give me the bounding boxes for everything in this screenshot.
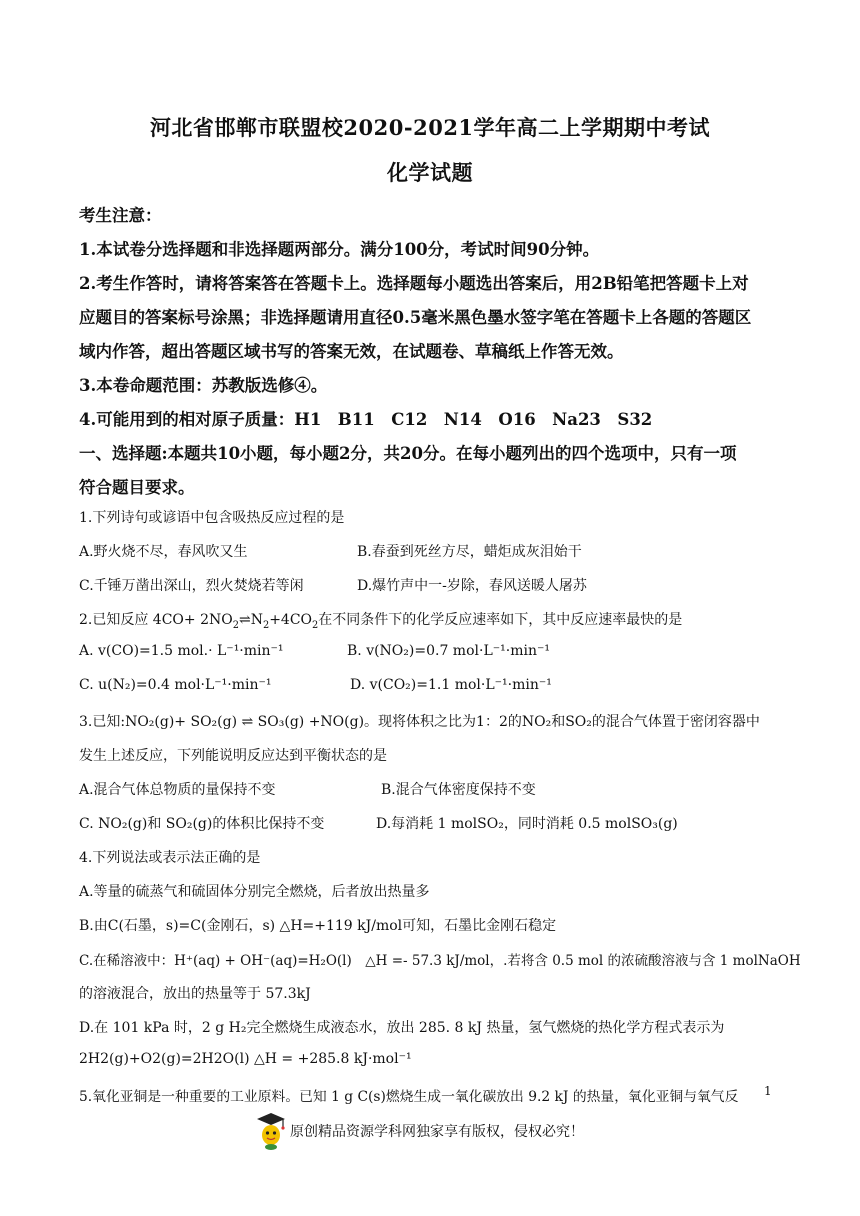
- question-1-stem: 1.下列诗句或谚语中包含吸热反应过程的是: [79, 510, 345, 526]
- question-1-option-a: A.野火烧不尽，春风吹又生: [79, 544, 248, 560]
- question-1-option-c: C.千锤万凿出深山，烈火焚烧若等闲: [79, 578, 304, 594]
- question-3-option-a: A.混合气体总物质的量保持不变: [79, 782, 276, 798]
- notice-item-2a: 2.考生作答时，请将答案答在答题卡上。选择题每小题选出答案后，用2B铅笔把答题卡上对: [79, 274, 749, 293]
- notice-item-3: 3.本卷命题范围：苏教版选修④。: [79, 376, 328, 395]
- question-2-option-b: B. v(NO₂)=0.7 mol·L⁻¹·min⁻¹: [347, 643, 550, 659]
- question-1-option-d: D.爆竹声中一-岁除，春风送暖人屠苏: [357, 578, 587, 594]
- question-2-option-d: D. v(CO₂)=1.1 mol·L⁻¹·min⁻¹: [350, 677, 552, 693]
- question-2-option-a: A. v(CO)=1.5 mol.· L⁻¹·min⁻¹: [79, 643, 284, 659]
- mascot-icon: [254, 1111, 288, 1151]
- section-heading-b: 符合题目要求。: [79, 478, 195, 497]
- copyright-footer: [254, 1111, 584, 1151]
- question-1-option-b: B.春蚕到死丝方尽，蜡炬成灰泪始干: [357, 544, 582, 560]
- equilibrium-arrow-icon: ⇌: [238, 612, 251, 628]
- page-subtitle: 化学试题: [387, 160, 473, 185]
- question-4-option-d-line2: 2H2(g)+O2(g)=2H2O(l) △H = +285.8 kJ·mol⁻¹: [79, 1051, 412, 1067]
- question-3-option-b: B.混合气体密度保持不变: [381, 782, 536, 798]
- notice-item-2b: 应题目的答案标号涂黑；非选择题请用直径0.5毫米黑色墨水签字笔在答题卡上各题的答题区: [79, 308, 752, 327]
- notice-item-2c: 域内作答，超出答题区域书写的答案无效，在试题卷、草稿纸上作答无效。: [79, 342, 624, 361]
- question-4-option-a: A.等量的硫蒸气和硫固体分别完全燃烧，后者放出热量多: [79, 884, 430, 900]
- question-3-stem-a: 3.已知:NO₂(g)+ SO₂(g) ⇌ SO₃(g) +NO(g)。现将体积之比为1：2的NO₂和SO₂的混合气体置于密闭容器中: [79, 714, 760, 730]
- question-3-option-c: C. NO₂(g)和 SO₂(g)的体积比保持不变: [79, 816, 325, 832]
- notice-heading: 考生注意：: [79, 206, 162, 225]
- notice-item-4: 4.可能用到的相对原子质量：H1 B11 C12 N14 O16 Na23 S32: [79, 410, 653, 429]
- question-3-option-d: D.每消耗 1 molSO₂，同时消耗 0.5 molSO₃(g): [376, 816, 678, 832]
- notice-item-1: 1.本试卷分选择题和非选择题两部分。满分100分，考试时间90分钟。: [79, 240, 600, 259]
- page-title: 河北省邯郸市联盟校2020-2021学年高二上学期期中考试: [149, 115, 711, 140]
- footer-text: 原创精品资源学科网独家享有版权，侵权必究！: [290, 1124, 584, 1140]
- question-2-stem: 2.已知反应 $4CO+ 2NO_2\rightleftharpoons N_2+4CO_2$在不同条件下的化学反应速率如下，其中反应速率最快的是: [79, 612, 683, 631]
- question-4-option-c-line1: C.在稀溶液中：H⁺(aq) + OH⁻(aq)=H₂O(l) △H =- 57.3 kJ/mol，.若将含 0.5 mol 的浓硫酸溶液与含 1 molNaOH: [79, 953, 801, 969]
- question-2-option-c: C. u(N₂)=0.4 mol·L⁻¹·min⁻¹: [79, 677, 272, 693]
- section-heading-a: 一、选择题:本题共10小题，每小题2分，共20分。在每小题列出的四个选项中，只有一项: [79, 444, 737, 463]
- question-5-stem: 5.氧化亚铜是一种重要的工业原料。已知 1 g C(s)燃烧生成一氧化碳放出 9.2 kJ 的热量，氧化亚铜与氧气反: [79, 1089, 739, 1105]
- question-3-stem-b: 发生上述反应，下列能说明反应达到平衡状态的是: [79, 748, 387, 764]
- question-4-option-c-line2: 的溶液混合，放出的热量等于 57.3kJ: [79, 986, 311, 1002]
- question-4-option-b: B.由C(石墨，s)=C(金刚石，s) △H=+119 kJ/mol可知，石墨比金刚石稳定: [79, 918, 557, 934]
- question-4-stem: 4.下列说法或表示法正确的是: [79, 850, 261, 866]
- page-number: 1: [764, 1084, 772, 1098]
- question-4-option-d-line1: D.在 101 kPa 时，2 g H₂完全燃烧生成液态水，放出 285. 8 kJ 热量，氢气燃烧的热化学方程式表示为: [79, 1020, 725, 1036]
